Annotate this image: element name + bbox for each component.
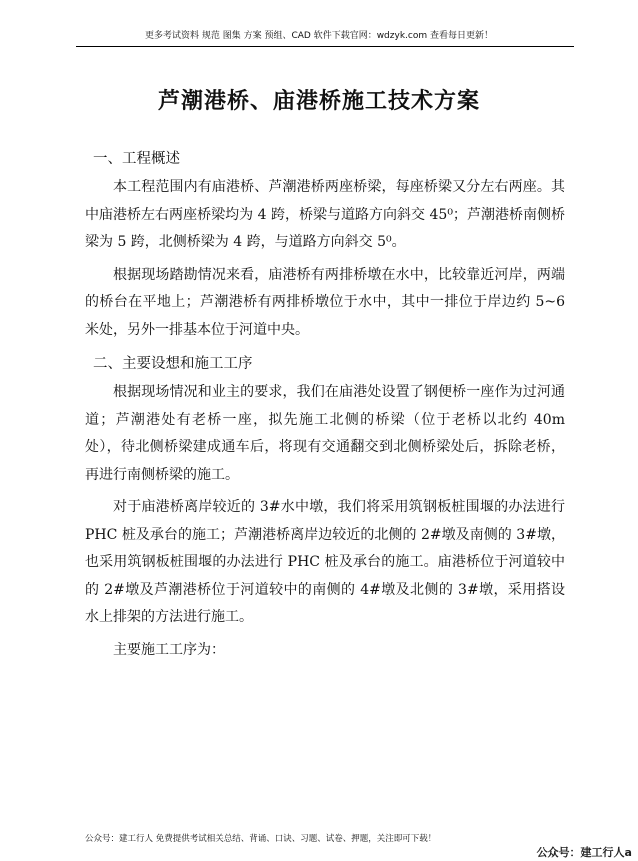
paragraph: 对于庙港桥离岸较近的 3#水中墩，我们将采用筑钢板桩围堰的办法进行 PHC 桩及承台的施工；芦潮港桥离岸边较近的北侧的 2#墩及南侧的 3#墩，也采用筑钢板桩围堰的办法进行 PHC 桩及承台的施工。庙港桥位于河道较中的 2#墩及芦潮港桥位于河道较中的南侧的 4#墩及北侧的 3#墩，采用搭设水上排架的方法进行施工。 (85, 499, 565, 625)
paragraph: 主要施工工序为： (113, 641, 225, 658)
header-note: 更多考试资料 规范 图集 方案 预组、CAD 软件下载官网：wdzyk.com 查看每日更新！ (145, 31, 493, 41)
document-body (85, 144, 565, 669)
footer-note: 公众号：建工行人 免费提供考试相关总结、背诵、口诀、习题、试卷、押题，关注即可下载！ (85, 834, 437, 844)
section-heading: 二、主要设想和施工工序 (93, 356, 253, 372)
paragraph: 根据现场踏勘情况来看，庙港桥有两排桥墩在水中，比较靠近河岸，两端的桥台在平地上；芦潮港桥有两排桥墩位于水中，其中一排位于岸边约 5~6 米处，另外一排基本位于河道中央。 (85, 266, 565, 338)
watermark: 公众号：建工行人a (536, 846, 632, 859)
section-heading: 一、工程概述 (93, 151, 180, 167)
header-rule (76, 46, 574, 47)
paragraph: 本工程范围内有庙港桥、芦潮港桥两座桥梁，每座桥梁又分左右两座。其中庙港桥左右两座桥梁均为 4 跨，桥梁与道路方向斜交 45⁰；芦潮港桥南侧桥梁为 5 跨，北侧桥梁为 4 跨，与道路方向斜交 5⁰。 (85, 179, 565, 250)
document-title: 芦潮港桥、庙港桥施工技术方案 (157, 88, 480, 114)
paragraph: 根据现场情况和业主的要求，我们在庙港处设置了钢便桥一座作为过河通道；芦潮港处有老桥一座，拟先施工北侧的桥梁（位于老桥以北约 40m 处），待北侧桥梁建成通车后，将现有交通翻交到北侧桥梁处后，拆除老桥，再进行南侧桥梁的施工。 (85, 384, 565, 483)
